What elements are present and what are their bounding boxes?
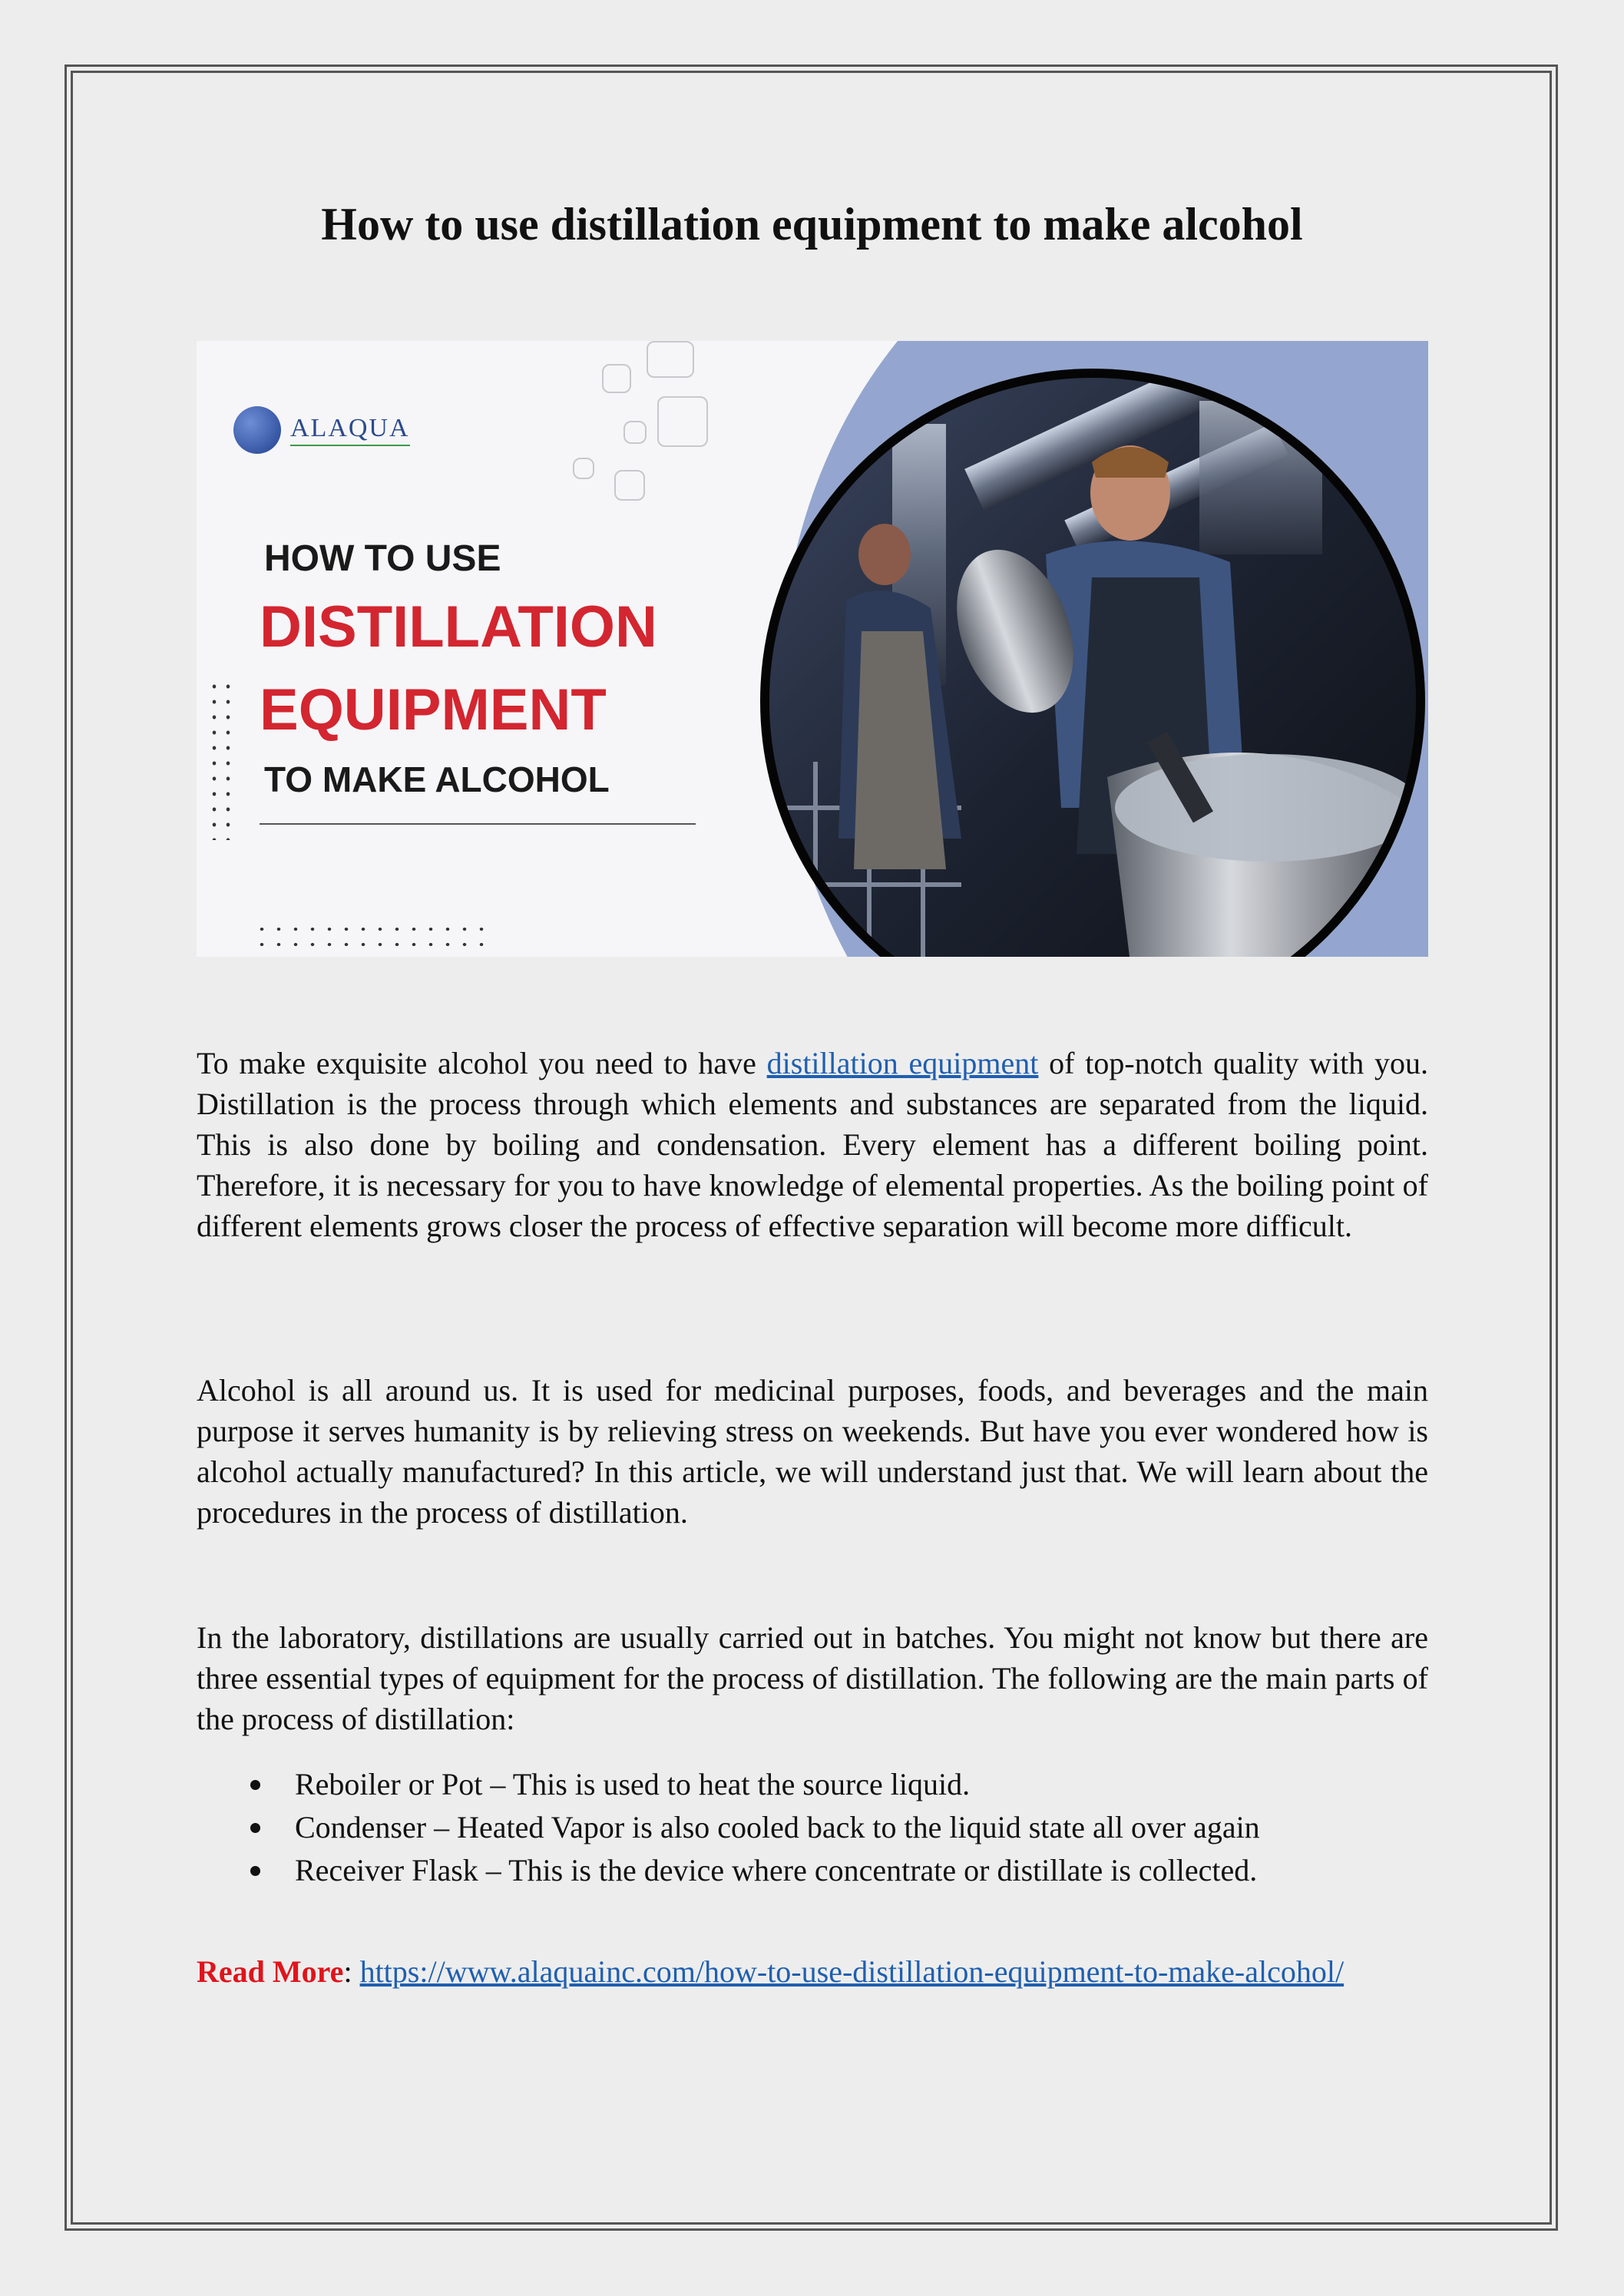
hero-banner-image — [197, 341, 1428, 957]
globe-icon — [233, 406, 281, 454]
paragraph-intro — [197, 1043, 1428, 1246]
list-item: Receiver Flask – This is the device where concentrate or distillate is collected. — [197, 1849, 1428, 1892]
decorative-square — [602, 364, 631, 393]
decorative-square — [623, 421, 647, 444]
read-more-line — [197, 1950, 1502, 1993]
page-title: How to use distillation equipment to make alcohol — [321, 199, 1303, 250]
banner-line-distillation: DISTILLATION — [260, 594, 657, 660]
equipment-list — [197, 1763, 1428, 1892]
banner-divider — [260, 823, 696, 825]
decorative-dot-grid — [207, 679, 238, 840]
banner-line-to-make-alcohol: TO MAKE ALCOHOL — [264, 759, 610, 799]
banner-line-equipment: EQUIPMENT — [260, 677, 607, 743]
decorative-square — [573, 458, 594, 479]
read-more-separator: : — [343, 1954, 360, 1989]
decorative-dot-grid — [253, 921, 484, 949]
paragraph-laboratory: In the laboratory, distillations are usually carried out in batches. You might not know but there are three essential types of equipment for the process of distillation. The following are the main parts of the process of distillation: — [197, 1620, 1428, 1736]
paragraph-intro-text: To make exquisite alcohol you need to have — [197, 1046, 767, 1080]
decorative-square — [657, 396, 708, 447]
decorative-square — [614, 470, 645, 501]
list-item: Reboiler or Pot – This is used to heat the source liquid. — [197, 1763, 1428, 1806]
decorative-square — [647, 341, 694, 378]
read-more-link[interactable]: https://www.alaquainc.com/how-to-use-distillation-equipment-to-make-alcohol/ — [359, 1954, 1345, 1989]
logo-text: ALAQUA — [290, 414, 410, 446]
paragraph-alcohol: Alcohol is all around us. It is used for medicinal purposes, foods, and beverages and the main purpose it serves humanity is by relieving stress on weekends. But have you ever wondered how is alcohol actually manufactured? In this article, we will understand just that. We will learn about the procedures in the process of distillation. — [197, 1373, 1428, 1530]
list-item: Condenser – Heated Vapor is also cooled back to the liquid state all over again — [197, 1806, 1428, 1849]
read-more-label: Read More — [197, 1954, 344, 1989]
alaqua-logo — [233, 402, 410, 458]
banner-line-how-to-use: HOW TO USE — [264, 538, 501, 579]
paragraph-intro-text: of top-notch quality with you. Distillation is the process through which elements and substances are separated from the liquid. This is also done by boiling and condensation. Every element has a different boiling point. Therefore, it is necessary for you to have knowledge of elemental properties. As the boiling point of different elements grows closer the process of effective separation will become more difficult. — [197, 1046, 1429, 1243]
distillation-equipment-link[interactable]: distillation equipment — [766, 1046, 1039, 1080]
